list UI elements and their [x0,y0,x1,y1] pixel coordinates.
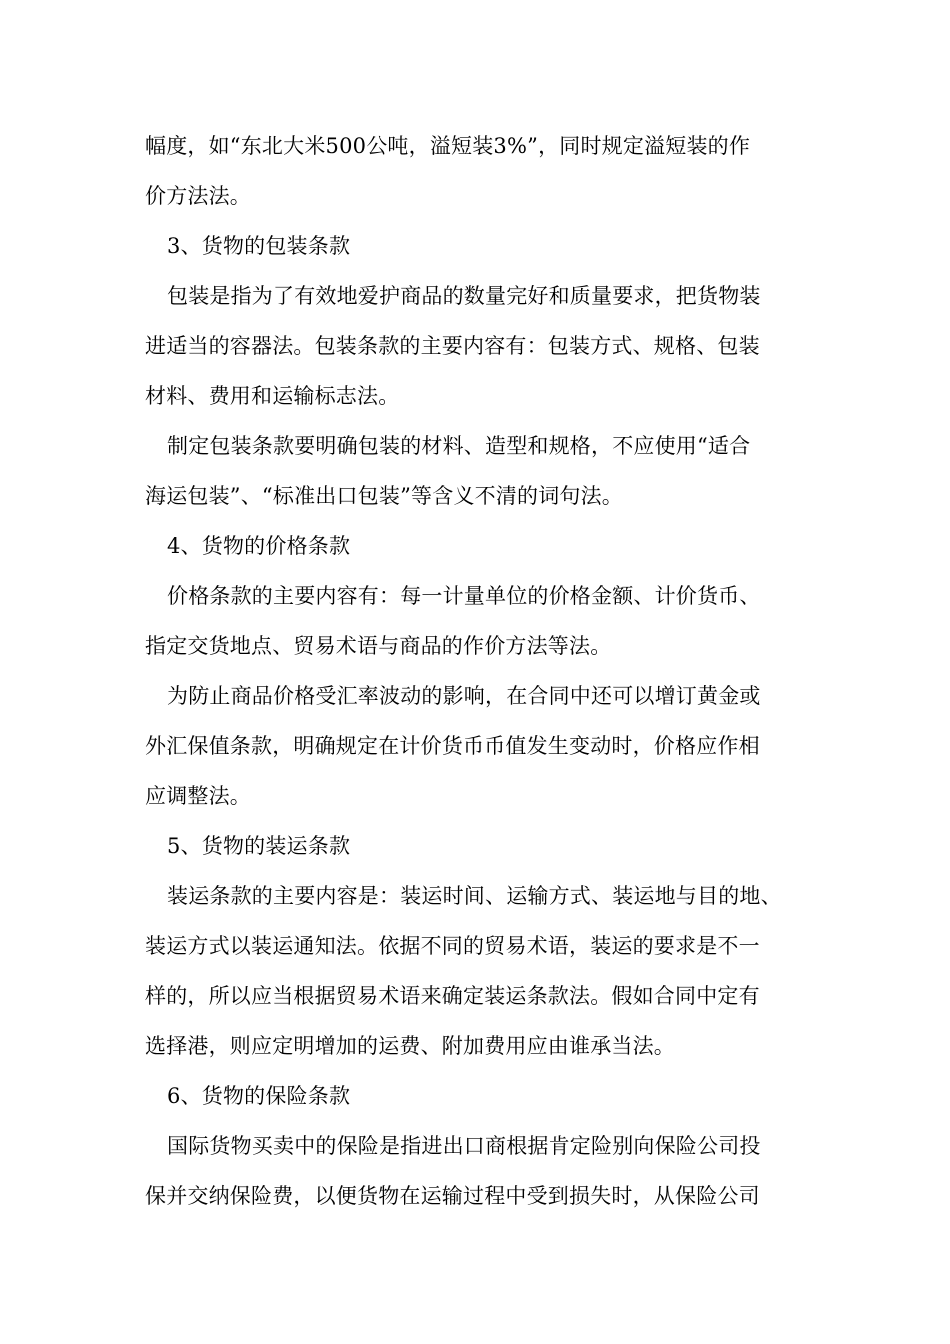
body-text-line: 价格条款的主要内容有：每一计量单位的价格金额、计价货币、 [167,584,761,608]
section-heading-packaging: 3、货物的包装条款 [167,234,351,258]
body-text-line: 选择港，则应定明增加的运费、附加费用应由谁承当法。 [145,1034,675,1058]
body-text-line: 海运包装”、“标准出口包装”等含义不清的词句法。 [145,484,624,508]
section-heading-price: 4、货物的价格条款 [167,534,351,558]
body-text-line: 制定包装条款要明确包装的材料、造型和规格，不应使用“适合 [167,434,751,458]
body-text-line: 外汇保值条款，明确规定在计价货币币值发生变动时，价格应作相 [145,734,760,758]
section-heading-shipment: 5、货物的装运条款 [167,834,351,858]
body-text-line: 价方法法。 [145,184,251,208]
body-text-line: 材料、费用和运输标志法。 [145,384,400,408]
body-text-line: 国际货物买卖中的保险是指进出口商根据肯定险别向保险公司投 [167,1134,761,1158]
body-text-line: 装运方式以装运通知法。依据不同的贸易术语，装运的要求是不一 [145,934,760,958]
body-text-line: 包装是指为了有效地爱护商品的数量完好和质量要求，把货物装 [167,284,761,308]
body-text-line: 为防止商品价格受汇率波动的影响，在合同中还可以增订黄金或 [167,684,761,708]
body-text-line: 样的，所以应当根据贸易术语来确定装运条款法。假如合同中定有 [145,984,760,1008]
body-text-line: 进适当的容器法。包装条款的主要内容有：包装方式、规格、包装 [145,334,760,358]
body-text-line: 指定交货地点、贸易术语与商品的作价方法等法。 [145,634,612,658]
body-text-line: 幅度，如“东北大米500公吨，溢短装3%”，同时规定溢短装的作 [145,134,751,158]
body-text-line: 装运条款的主要内容是：装运时间、运输方式、装运地与目的地、 [167,884,782,908]
section-heading-insurance: 6、货物的保险条款 [167,1084,351,1108]
body-text-line: 保并交纳保险费，以便货物在运输过程中受到损失时，从保险公司 [145,1184,760,1208]
body-text-line: 应调整法。 [145,784,251,808]
